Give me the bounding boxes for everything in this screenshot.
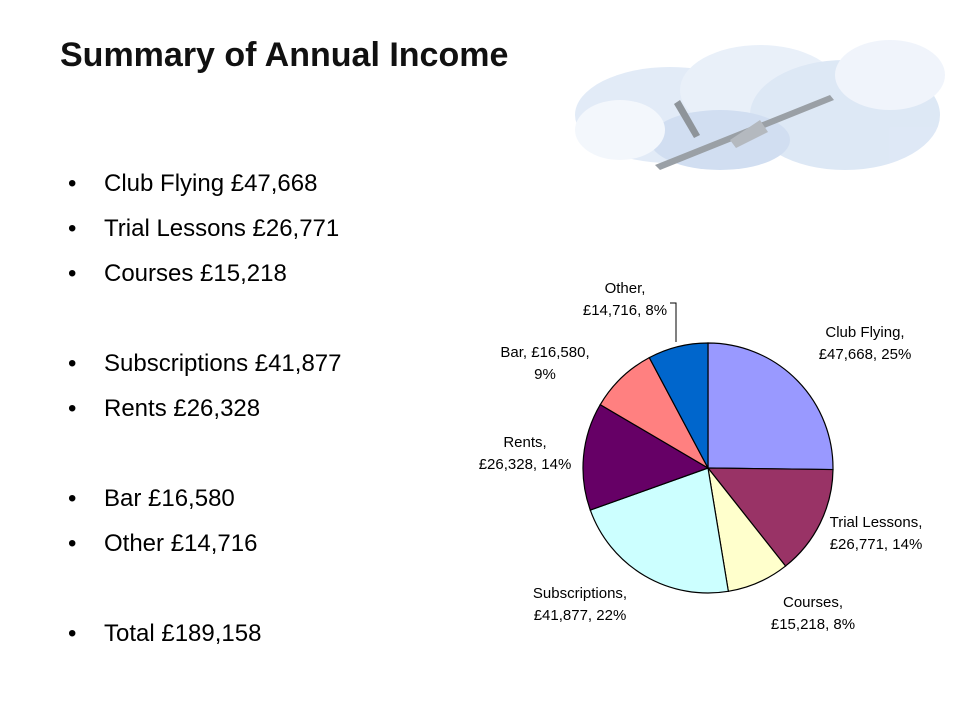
bullet-item: • Total £189,158: [68, 620, 262, 647]
bullet-item: • Courses £15,218: [68, 260, 287, 287]
bullet-item: • Rents £26,328: [68, 395, 261, 422]
bullet-item: • Other £14,716: [68, 530, 258, 557]
bullet-item: • Club Flying £47,668: [68, 170, 318, 197]
slice-label-bar: Bar, £16,580, 9%: [500, 344, 590, 383]
slide-title: Summary of Annual Income: [60, 36, 509, 74]
sky-glider-decoration: [560, 20, 950, 190]
bullet-item: • Bar £16,580: [68, 485, 235, 512]
slice-label-club-flying: Club Flying, £47,668, 25%: [818, 324, 912, 363]
bullet-item: • Trial Lessons £26,771: [68, 215, 340, 242]
slice-label-trial-lessons: Trial Lessons, £26,771, 14%: [829, 514, 923, 553]
bullet-item: • Subscriptions £41,877: [68, 350, 342, 377]
pie-slice-club-flying: [708, 343, 833, 470]
slice-label-rents: Rents, £26,328, 14%: [478, 434, 572, 473]
leader-line-other: [670, 303, 676, 342]
slice-label-courses: Courses, £15,218, 8%: [770, 594, 856, 633]
slice-label-subscriptions: Subscriptions, £41,877, 22%: [532, 585, 628, 624]
slice-label-other: Other, £14,716, 8%: [582, 280, 668, 319]
income-pie-chart: [440, 260, 960, 660]
